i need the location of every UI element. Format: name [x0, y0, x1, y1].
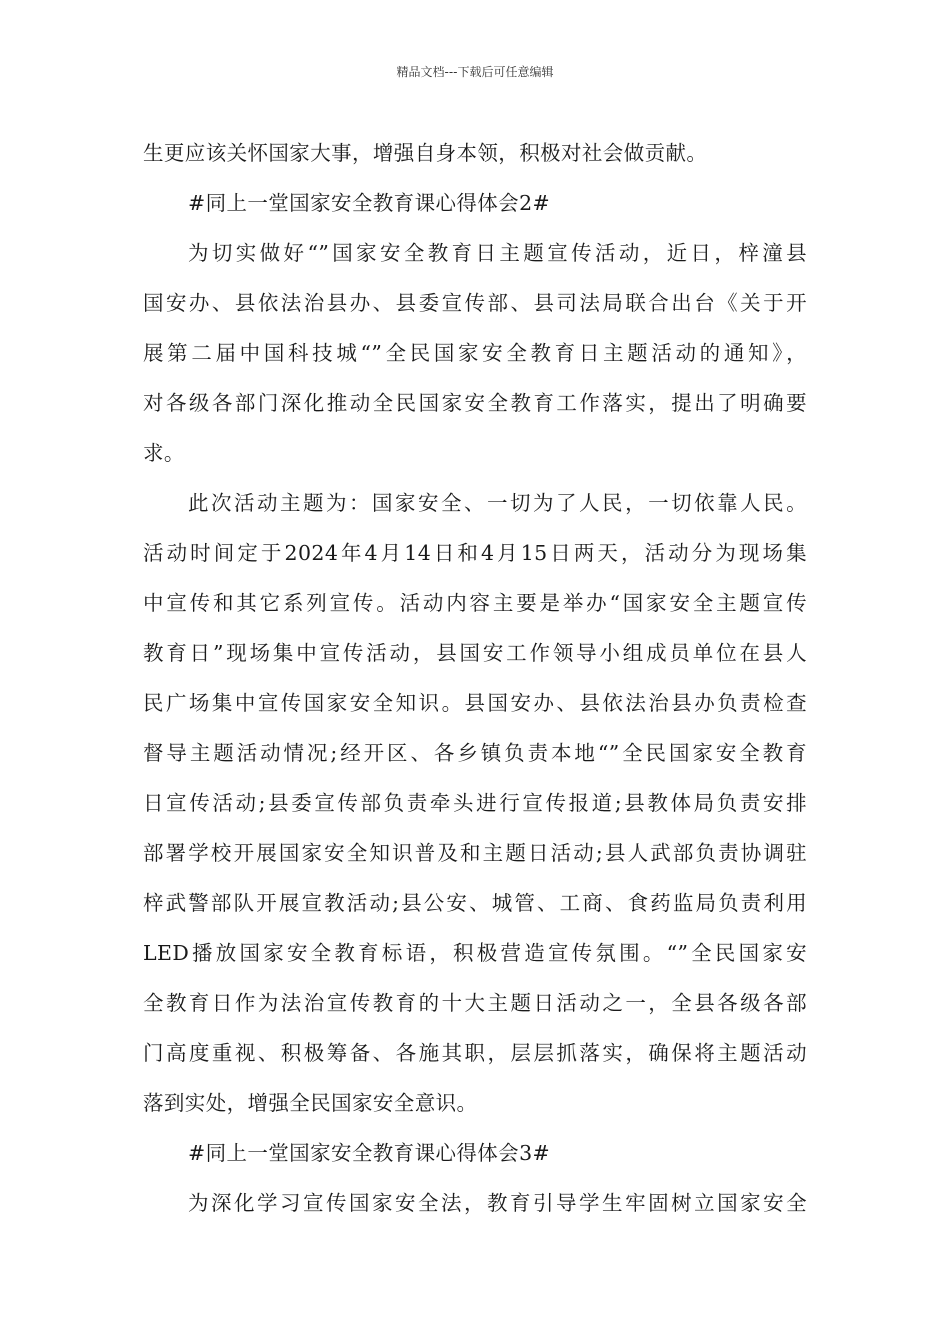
text-line: 全教育日作为法治宣传教育的十大主题日活动之一，全县各级各部 — [143, 991, 807, 1015]
text-line: 求。 — [143, 441, 185, 465]
text-line: 对各级各部门深化推动全民国家安全教育工作落实，提出了明确要 — [143, 391, 807, 415]
section-heading: #同上一堂国家安全教育课心得体会3# — [188, 1141, 551, 1165]
text-line: 为深化学习宣传国家安全法，教育引导学生牢固树立国家安全 — [188, 1191, 807, 1215]
text-line: 梓武警部队开展宣教活动;县公安、城管、工商、食药监局负责利用 — [143, 891, 807, 915]
text-line: 中宣传和其它系列宣传。活动内容主要是举办“国家安全主题宣传 — [143, 591, 807, 615]
document-body — [143, 128, 807, 1228]
text-line: 为切实做好“”国家安全教育日主题宣传活动，近日，梓潼县 — [188, 241, 807, 265]
text-line: 此次活动主题为：国家安全、一切为了人民，一切依靠人民。 — [188, 491, 807, 515]
text-line: 落到实处，增强全民国家安全意识。 — [143, 1091, 478, 1115]
section-heading: #同上一堂国家安全教育课心得体会2# — [188, 191, 551, 215]
text-line: 国安办、县依法治县办、县委宣传部、县司法局联合出台《关于开 — [143, 291, 807, 315]
text-line: 门高度重视、积极筹备、各施其职，层层抓落实，确保将主题活动 — [143, 1041, 807, 1065]
page-header: 精品文档---下载后可任意编辑 — [396, 65, 554, 79]
text-line: 督导主题活动情况;经开区、各乡镇负责本地“”全民国家安全教育 — [143, 741, 807, 765]
text-line: 部署学校开展国家安全知识普及和主题日活动;县人武部负责协调驻 — [143, 841, 807, 865]
text-line: LED播放国家安全教育标语，积极营造宣传氛围。“”全民国家安 — [143, 941, 807, 965]
text-line: 日宣传活动;县委宣传部负责牵头进行宣传报道;县教体局负责安排 — [143, 791, 807, 815]
text-line: 生更应该关怀国家大事，增强自身本领，积极对社会做贡献。 — [143, 141, 708, 165]
text-line: 活动时间定于2024年4月14日和4月15日两天，活动分为现场集 — [143, 541, 807, 565]
text-line: 民广场集中宣传国家安全知识。县国安办、县依法治县办负责检查 — [143, 691, 807, 715]
text-line: 教育日”现场集中宣传活动，县国安工作领导小组成员单位在县人 — [143, 641, 807, 665]
text-line: 展第二届中国科技城“”全民国家安全教育日主题活动的通知》， — [143, 341, 807, 365]
